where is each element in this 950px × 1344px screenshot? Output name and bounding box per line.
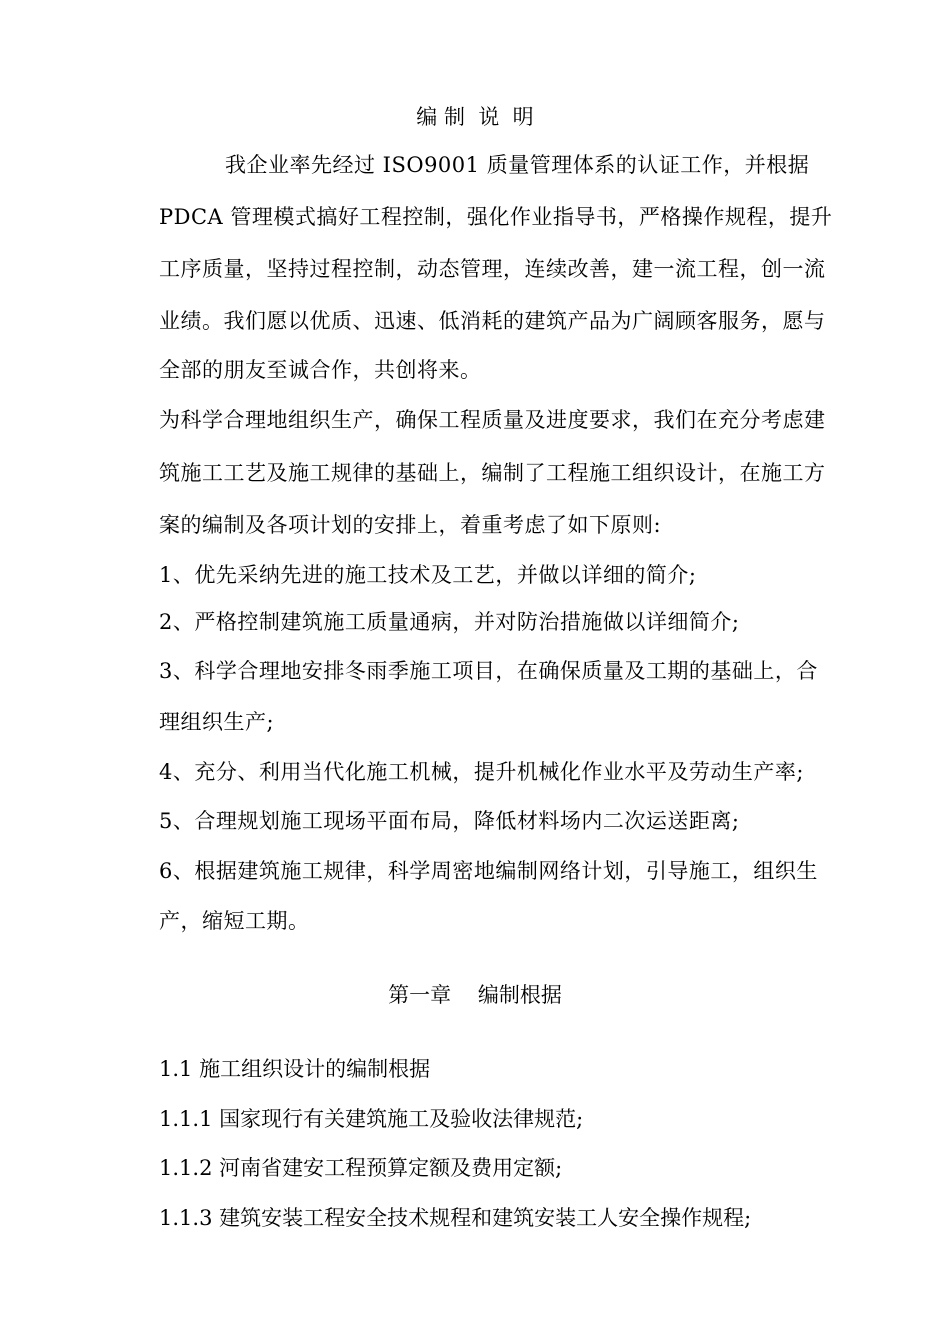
principle-3-line-1: 3、科学合理地安排冬雨季施工项目，在确保质量及工期的基础上，合 [159, 659, 818, 683]
principles-intro-line-1: 为科学合理地组织生产，确保工程质量及进度要求，我们在充分考虑建 [159, 408, 826, 432]
principle-4: 4、充分、利用当代化施工机械，提升机械化作业水平及劳动生产率; [159, 760, 804, 784]
principle-5: 5、合理规划施工现场平面布局，降低材料场内二次运送距离; [159, 809, 740, 833]
document-title: 编 制 说 明 [416, 105, 534, 129]
section-1-1-1: 1.1.1 国家现行有关建筑施工及验收法律规范; [159, 1107, 584, 1131]
intro-line-2: PDCA 管理模式搞好工程控制，强化作业指导书，严格操作规程，提升 [159, 205, 833, 229]
principle-2: 2、严格控制建筑施工质量通病，并对防治措施做以详细简介; [159, 610, 740, 634]
principles-intro-line-3: 案的编制及各项计划的安排上，着重考虑了如下原则: [159, 513, 662, 537]
principles-intro-line-2: 筑施工工艺及施工规律的基础上，编制了工程施工组织设计，在施工方 [159, 461, 826, 485]
principle-6-line-1: 6、根据建筑施工规律，科学周密地编制网络计划，引导施工，组织生 [159, 859, 818, 883]
intro-line-4: 业绩。我们愿以优质、迅速、低消耗的建筑产品为广阔顾客服务，愿与 [159, 309, 826, 333]
section-1-1: 1.1 施工组织设计的编制根据 [159, 1057, 431, 1081]
chapter-title: 第一章 编制根据 [388, 983, 562, 1007]
section-1-1-3: 1.1.3 建筑安装工程安全技术规程和建筑安装工人安全操作规程; [159, 1206, 752, 1230]
principle-6-line-2: 产，缩短工期。 [159, 909, 310, 933]
section-1-1-2: 1.1.2 河南省建安工程预算定额及费用定额; [159, 1156, 563, 1180]
principle-3-line-2: 理组织生产; [159, 710, 275, 734]
principle-1: 1、优先采纳先进的施工技术及工艺，并做以详细的简介; [159, 563, 697, 587]
intro-line-5: 全部的朋友至诚合作，共创将来。 [159, 358, 482, 382]
intro-line-1: 我企业率先经过 ISO9001 质量管理体系的认证工作，并根据 [225, 153, 810, 177]
intro-line-3: 工序质量，坚持过程控制，动态管理，连续改善，建一流工程，创一流 [159, 257, 826, 281]
